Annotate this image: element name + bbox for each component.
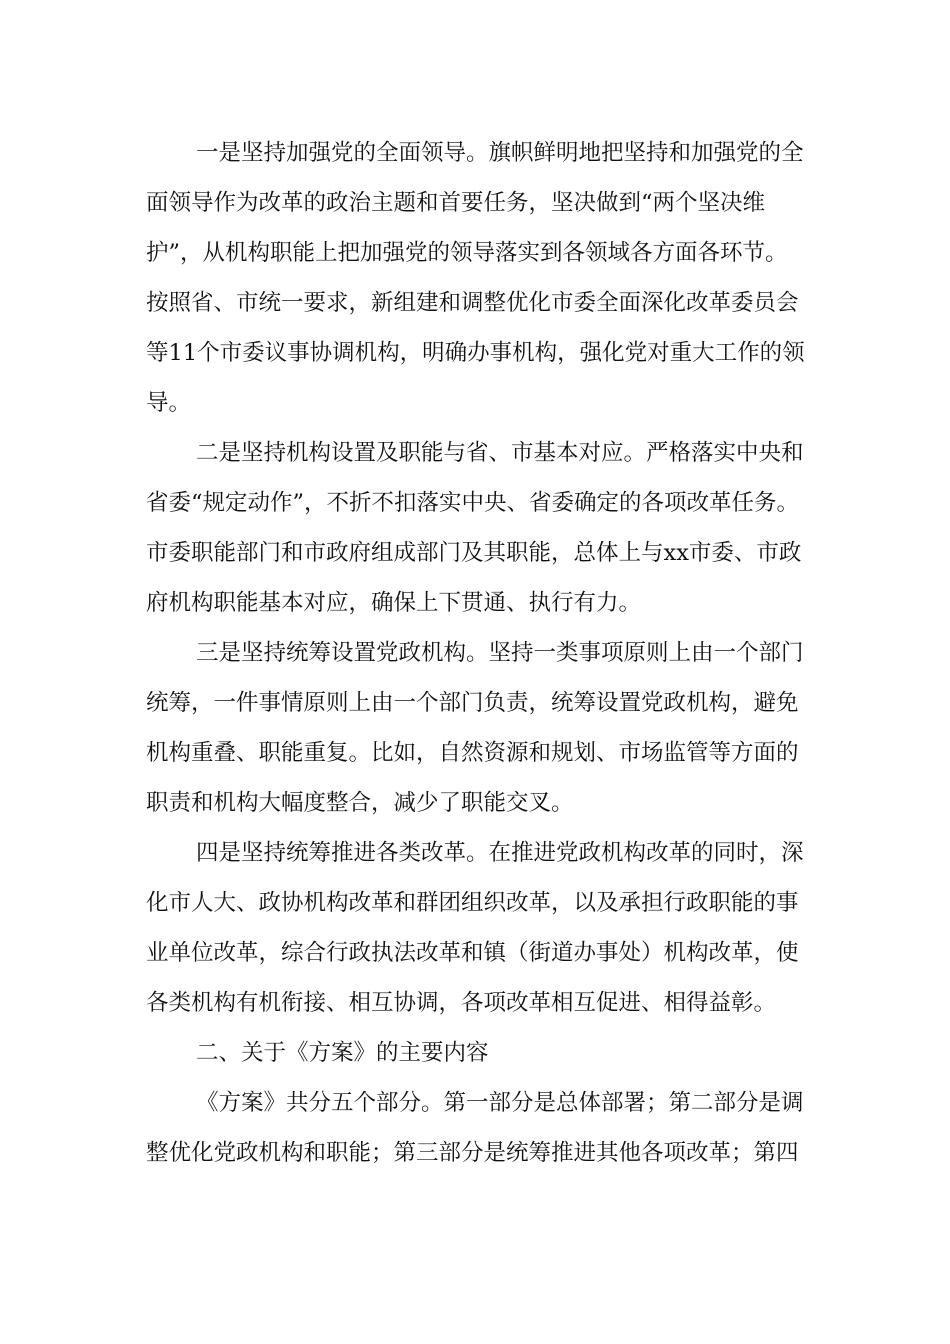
text-line: 各类机构有机衔接、相互协调，各项改革相互促进、相得益彰。 — [146, 990, 777, 1016]
text-line: 整优化党政机构和职能；第三部分是统筹推进其他各项改革；第四 — [146, 1140, 799, 1166]
text-line: 一是坚持加强党的全面领导。旗帜鲜明地把坚持和加强党的全 — [196, 140, 804, 166]
text-line: 业单位改革，综合行政执法改革和镇（街道办事处）机构改革，使 — [146, 940, 799, 966]
text-line: 市委职能部门和市政府组成部门及其职能，总体上与xx市委、市政 — [146, 540, 802, 566]
text-line: 二是坚持机构设置及职能与省、市基本对应。严格落实中央和 — [196, 440, 804, 466]
text-line: 三是坚持统筹设置党政机构。坚持一类事项原则上由一个部门 — [196, 640, 804, 666]
text-line: 面领导作为改革的政治主题和首要任务，坚决做到“两个坚决维 — [146, 190, 766, 216]
text-line: 统筹，一件事情原则上由一个部门负责，统筹设置党政机构，避免 — [146, 690, 799, 716]
text-line: 省委“规定动作”，不折不扣落实中央、省委确定的各项改革任务。 — [146, 490, 800, 516]
section-heading: 二、关于《方案》的主要内容 — [196, 1040, 489, 1066]
text-line: 四是坚持统筹推进各类改革。在推进党政机构改革的同时，深 — [196, 840, 804, 866]
text-line: 《方案》共分五个部分。第一部分是总体部署；第二部分是调 — [196, 1090, 804, 1116]
text-line: 府机构职能基本对应，确保上下贯通、执行有力。 — [146, 590, 642, 616]
text-line: 护”，从机构职能上把加强党的领导落实到各领域各方面各环节。 — [146, 240, 788, 266]
text-line: 化市人大、政协机构改革和群团组织改革，以及承担行政职能的事 — [146, 890, 799, 916]
text-line: 导。 — [146, 390, 192, 416]
text-line: 等11个市委议事协调机构，明确办事机构，强化党对重大工作的领 — [146, 340, 805, 366]
text-line: 职责和机构大幅度整合，减少了职能交叉。 — [146, 790, 574, 816]
text-line: 按照省、市统一要求，新组建和调整优化市委全面深化改革委员会 — [146, 290, 799, 316]
text-line: 机构重叠、职能重复。比如，自然资源和规划、市场监管等方面的 — [146, 740, 799, 766]
